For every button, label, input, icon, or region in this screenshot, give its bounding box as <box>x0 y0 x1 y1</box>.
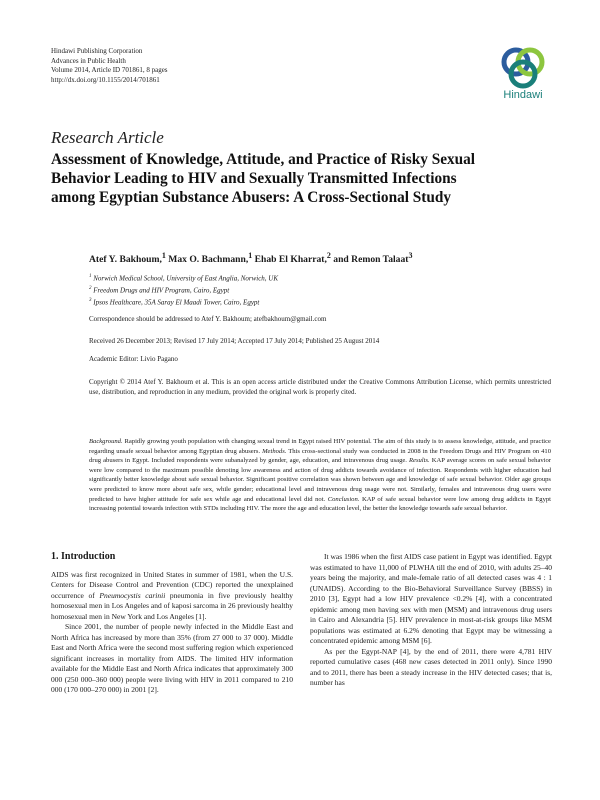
doi-link[interactable]: http://dx.doi.org/10.1155/2014/701861 <box>51 75 160 84</box>
paragraph-text: pneumonia in five previously healthy homosexual men in Los Angeles and of kaposi sarcoma in 26 previously healthy homosexual men in New York and Los Angeles [1]. <box>51 590 293 621</box>
abstract-results-label: Results. <box>408 457 430 465</box>
volume-info: Volume 2014, Article ID 701861, 8 pages <box>51 66 168 75</box>
author-name: Remon Talaat <box>351 254 409 266</box>
body-column-right <box>310 552 552 689</box>
affiliation <box>89 272 278 284</box>
affiliation <box>89 296 278 308</box>
abstract-methods-label: Methods. <box>262 447 287 455</box>
paragraph-emphasis: Pneumocystis carinii <box>99 590 166 600</box>
author-list <box>89 251 412 265</box>
affiliation-list <box>89 272 278 307</box>
abstract-methods: This cross-sectional study was conducted in 2008 in the Freedom Drugs and HIV Program on 410 drug abusers in Egypt. Included respondents were subanalyzed by gender, age, education, and intravenous drug usage. <box>89 447 552 465</box>
journal-name: Advances in Public Health <box>51 56 126 65</box>
abstract-conclusion: KAP of safe sexual behavior were low among drug addicts in Egypt increasing potential towards infection with STDs including HIV. The more the age and education level, the better the knowledge towards safe sexual behavior. <box>89 495 551 513</box>
hindawi-logo-icon <box>497 44 549 90</box>
publisher-name: Hindawi Publishing Corporation <box>51 47 143 55</box>
abstract <box>89 437 551 514</box>
abstract-background: Rapidly growing youth population with changing sexual trend in Egypt raised HIV potential. The aim of this study is to assess knowledge, attitude, and practice regarding unsafe sexual behavior among Egyptian drug abusers. <box>89 438 551 455</box>
article-type: Research Article <box>51 128 164 147</box>
hindawi-logo-text: Hindawi <box>503 89 543 101</box>
publication-dates: Received 26 December 2013; Revised 17 July 2014; Accepted 17 July 2014; Published 25 August 2014 <box>89 337 380 345</box>
hindawi-logo <box>493 44 553 106</box>
author-separator: and <box>330 254 352 266</box>
academic-editor: Academic Editor: Livio Pagano <box>89 355 178 363</box>
affiliation <box>89 284 278 296</box>
paragraph: Since 2001, the number of people newly infected in the Middle East and North Africa has increased by more than 35% (from 27 000 to 37 000). Middle East and North Africa were the second most suffering region which experienced significant increases in mortality from AIDS. The limited HIV information available for the Middle East and North Africa indicates that approximately 300 000 (250 000–360 000) people were living with HIV in 2011 compared to 210 000 (170 000–270 000) in 2001 [2]. <box>51 622 293 694</box>
copyright-notice: Copyright © 2014 Atef Y. Bakhoum et al. This is an open access article distributed under the Creative Commons Attribution License, which permits unrestricted use, distribution, and reproduction in any medium, provided the original work is properly cited. <box>89 378 551 397</box>
title-line: among Egyptian Substance Abusers: A Cross-Sectional Study <box>51 189 452 206</box>
abstract-background-label: Background. <box>89 438 123 445</box>
affiliation-text: Freedom Drugs and HIV Program, Cairo, Egypt <box>93 286 230 295</box>
author-affiliation-mark: 2 <box>326 251 331 260</box>
author-affiliation-mark: 1 <box>161 251 166 260</box>
affiliation-text: Norwich Medical School, University of East Anglia, Norwich, UK <box>93 274 279 283</box>
author-name: Max O. Bachmann, <box>168 254 249 266</box>
author-name: Ehab El Kharrat, <box>254 254 327 266</box>
paragraph: As per the Egypt-NAP [4], by the end of 2011, there were 4,781 HIV reported cumulative cases (468 new cases detected in 2011 only). Since 1990 and to 2011, there has been a steady increase in the HIV detected cases; that is, number has <box>310 646 552 687</box>
title-line: Assessment of Knowledge, Attitude, and Practice of Risky Sexual <box>51 151 476 168</box>
affiliation-mark: 3 <box>89 297 92 303</box>
author-affiliation-mark: 3 <box>408 251 413 260</box>
body-column-left <box>51 552 293 696</box>
abstract-results: KAP average scores on safe sexual behavior were low compared to the maximum possible denoting low awareness and action of drug addicts towards avoidance of infection. Respondents with higher education had significantly better knowledge about safe sexual behavior. Significant positive correlation was shown between age and knowledge of safe sexual behavior. Older age groups were predicted to know more about safe sex, while gender; educational level and intravenous drug usage were not. Similarly, females and intravenous drug users were predicted to have higher attitude for safe sex while age and educational level did not. <box>89 457 551 503</box>
title-line: Behavior Leading to HIV and Sexually Transmitted Infections <box>51 170 457 187</box>
author-affiliation-mark: 1 <box>248 251 253 260</box>
paragraph-text: AIDS was first recognized in United States in summer of 1981, when the U.S. Centers for Disease Control and Prevention (CDC) reported the unexplained occurrence of <box>51 569 293 600</box>
journal-info <box>51 47 168 85</box>
article-title <box>51 150 551 207</box>
affiliation-mark: 2 <box>89 285 92 291</box>
correspondence: Correspondence should be addressed to Atef Y. Bakhoum; atefbakhoum@gmail.com <box>89 315 327 323</box>
affiliation-text: Ipsos Healthcare, 35A Saray El Maadi Tower, Cairo, Egypt <box>93 297 260 306</box>
abstract-conclusion-label: Conclusion. <box>327 495 360 503</box>
paragraph <box>51 570 293 623</box>
author-name: Atef Y. Bakhoum, <box>89 254 162 266</box>
affiliation-mark: 1 <box>89 274 92 279</box>
paragraph: It was 1986 when the first AIDS case patient in Egypt was identified. Egypt was estimated to have 11,000 of PLWHA till the end of 2010, with adults 25–40 years being the majority, and male-female ratio of all detected cases was 4 : 1 (UNAIDS). According to the Bio-Behavioral Surveillance Survey (BBSS) in 2010 [3], Egypt had a low HIV prevalence <0.2% [4], with a concentrated epidemic among men having sex with men (MSM) and intravenous drug users in Cairo and Alexandria [5]. HIV prevalence in most-at-risk groups like MSM populations was estimated at 6.2% denoting that Egypt may be witnessing a concentrated epidemic among MSM [6]. <box>310 552 552 645</box>
section-heading: 1. Introduction <box>51 551 116 562</box>
